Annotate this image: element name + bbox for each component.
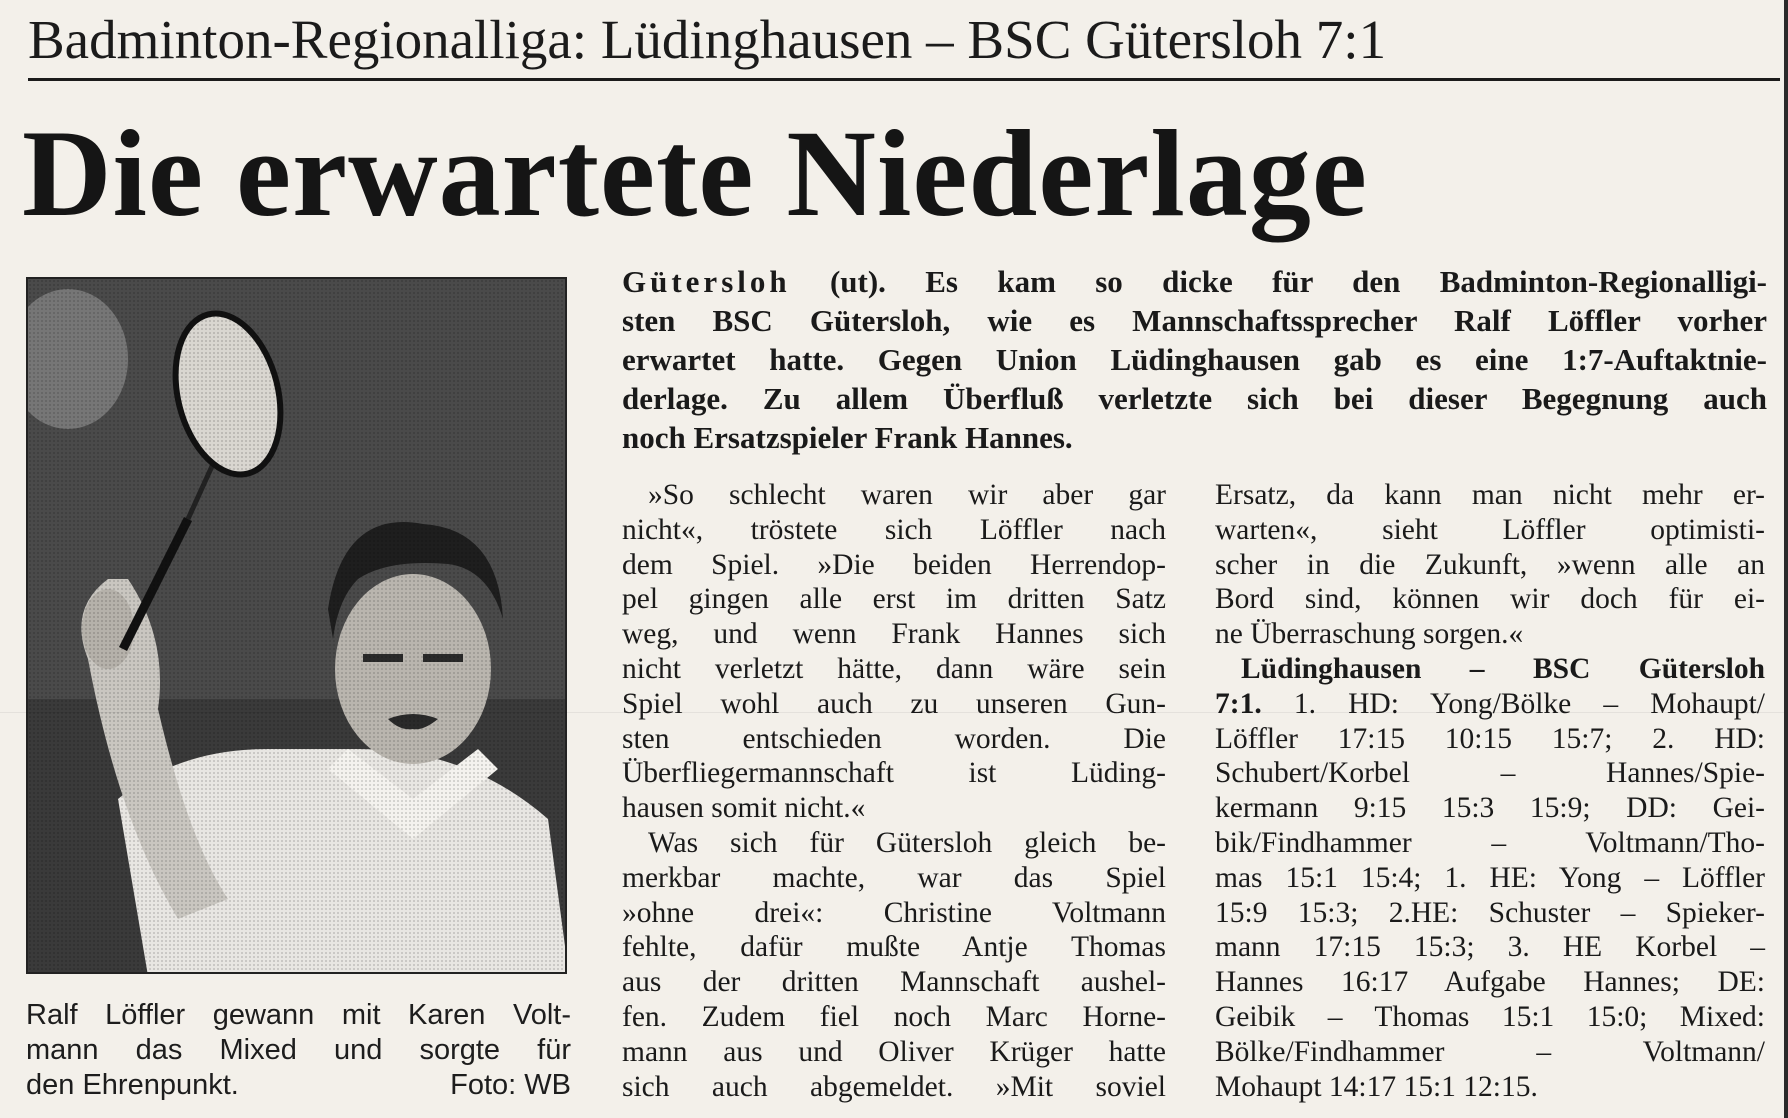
body-line: »ohne drei«: Christine Voltmann xyxy=(622,896,1166,929)
kicker-line: Badminton-Regionalliga: Lüdinghausen – BSC Gütersloh 7:1 xyxy=(28,9,1387,70)
caption-last-line xyxy=(26,1068,571,1103)
results-line: Bölke/Findhammer – Voltmann/ xyxy=(1215,1035,1765,1068)
body-line: aus der dritten Mannschaft aushel- xyxy=(622,966,1166,999)
body-line: nicht verletzt hätte, dann wäre sein xyxy=(622,652,1166,685)
body-line: warten«, sieht Löffler optimisti- xyxy=(1215,513,1765,546)
body-line: sich auch abgemeldet. »Mit soviel xyxy=(622,1070,1166,1103)
caption-line: mann das Mixed und sorgte für xyxy=(26,1034,571,1066)
results-line: mas 15:1 15:4; 1. HE: Yong – Löffler xyxy=(1215,861,1765,894)
results-line: Mohaupt 14:17 15:1 12:15. xyxy=(1215,1070,1538,1103)
body-line: »So schlecht waren wir aber gar xyxy=(648,479,1166,511)
body-line: sten entschieden worden. Die xyxy=(622,722,1166,755)
results-line: kermann 9:15 15:3 15:9; DD: Gei- xyxy=(1215,792,1765,825)
results-line: Geibik – Thomas 15:1 15:0; Mixed: xyxy=(1215,1000,1765,1033)
photo-credit: Foto: WB xyxy=(450,1069,571,1101)
headline: Die erwartete Niederlage xyxy=(22,105,1368,242)
body-line: Was sich für Gütersloh gleich be- xyxy=(648,826,1166,859)
lead-line: sten BSC Gütersloh, wie es Mannschaftssprecher Ralf Löffler vorher xyxy=(622,303,1767,338)
body-line: fen. Zudem fiel noch Marc Horne- xyxy=(622,1000,1166,1033)
results-score: 7:1. xyxy=(1215,687,1262,720)
results-line: Hannes 16:17 Aufgabe Hannes; DE: xyxy=(1215,966,1765,999)
results-line: Schubert/Korbel – Hannes/Spie- xyxy=(1215,757,1765,790)
body-line: mann aus und Oliver Krüger hatte xyxy=(622,1035,1166,1068)
body-line: Spiel wohl auch zu unseren Gun- xyxy=(622,687,1166,720)
lead-text: (ut). Es kam so dicke für den Badminton-Regionalligi- xyxy=(790,264,1767,299)
body-line: Ersatz, da kann man nicht mehr er- xyxy=(1215,479,1765,511)
kicker-rule xyxy=(28,78,1780,81)
body-line: pel gingen alle erst im dritten Satz xyxy=(622,583,1166,616)
lead-line xyxy=(622,262,1767,301)
body-line: weg, und wenn Frank Hannes sich xyxy=(622,618,1166,651)
clipping-edge xyxy=(1784,0,1788,1118)
body-line: Bord sind, können wir doch für ei- xyxy=(1215,583,1765,616)
paper-fold-line xyxy=(0,712,1788,713)
lead-paragraph xyxy=(622,262,1767,457)
lead-line: erwartet hatte. Gegen Union Lüdinghausen gab es eine 1:7-Auftaktnie- xyxy=(622,342,1767,377)
body-column-right xyxy=(1215,478,1765,1104)
body-line: scher in die Zukunft, »wenn alle an xyxy=(1215,548,1765,581)
results-line: Löffler 17:15 10:15 15:7; 2. HD: xyxy=(1215,722,1765,755)
caption-line: den Ehrenpunkt. xyxy=(26,1069,239,1101)
body-line: nicht«, tröstete sich Löffler nach xyxy=(622,513,1166,546)
results-line xyxy=(1215,687,1765,722)
caption-line: Ralf Löffler gewann mit Karen Volt- xyxy=(26,999,571,1031)
dateline: Gütersloh xyxy=(622,264,791,299)
results-line: bik/Findhammer – Voltmann/Tho- xyxy=(1215,826,1765,859)
results-line: mann 17:15 15:3; 3. HE Korbel – xyxy=(1215,931,1765,964)
results-text: 1. HD: Yong/Bölke – Mohaupt/ xyxy=(1261,687,1765,720)
lead-line: noch Ersatzspieler Frank Hannes. xyxy=(622,420,1073,455)
photo-badminton-player xyxy=(26,277,567,974)
results-line: 15:9 15:3; 2.HE: Schuster – Spieker- xyxy=(1215,896,1765,929)
body-line: hausen somit nicht.« xyxy=(622,792,866,825)
photo-caption xyxy=(26,998,571,1103)
player-photo-illustration xyxy=(28,279,567,974)
body-line: merkbar machte, war das Spiel xyxy=(622,861,1166,894)
body-column-left xyxy=(622,478,1166,1104)
results-heading: Lüdinghausen – BSC Gütersloh xyxy=(1241,652,1765,685)
lead-line: derlage. Zu allem Überfluß verletzte sich bei dieser Begegnung auch xyxy=(622,381,1767,416)
body-line: dem Spiel. »Die beiden Herrendop- xyxy=(622,548,1166,581)
body-line: fehlte, dafür mußte Antje Thomas xyxy=(622,931,1166,964)
body-line: ne Überraschung sorgen.« xyxy=(1215,618,1524,651)
body-line: Überfliegermannschaft ist Lüding- xyxy=(622,757,1166,790)
